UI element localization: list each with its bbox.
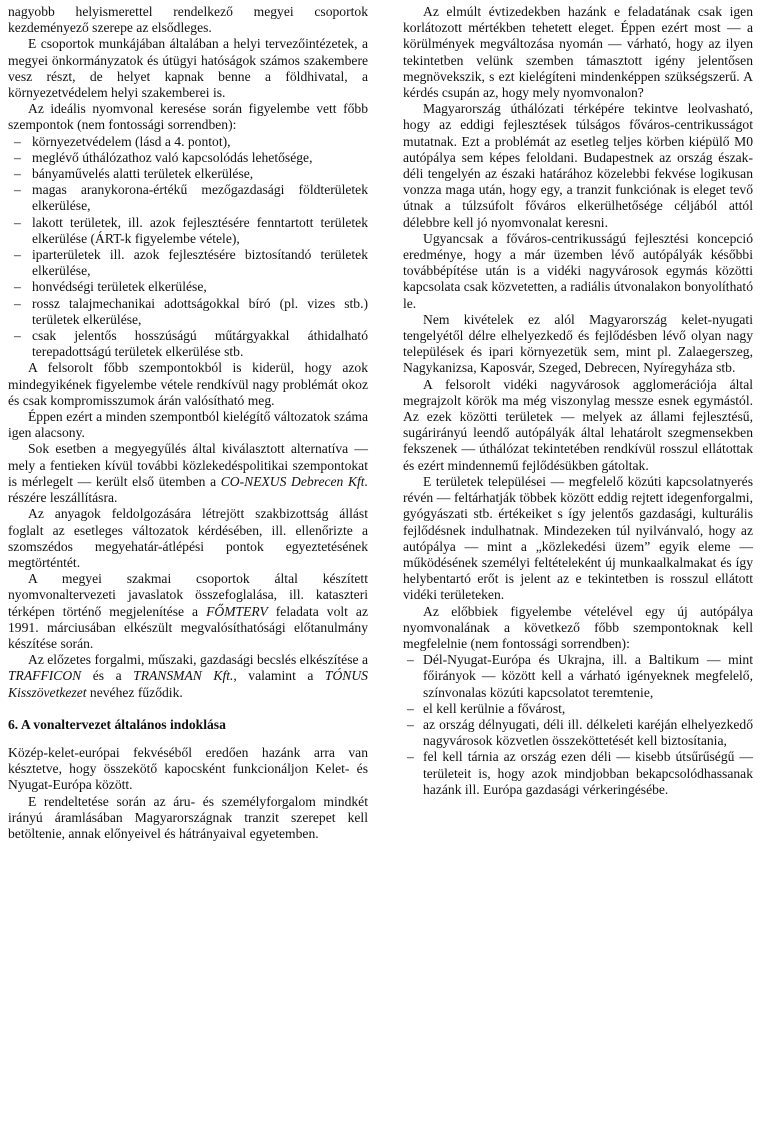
- list-item: – meglévő úthálózathoz való kapcsolódás lehetősége,: [8, 150, 368, 166]
- list-item: – rossz talajmechanikai adottságokkal bíró (pl. vizes stb.) területek elkerülése,: [8, 296, 368, 328]
- list-item: – az ország délnyugati, déli ill. délkeleti karéján elhelyezkedő nagyvárosok közvetlen összeköttetését kell biztosítania,: [403, 717, 753, 749]
- paragraph: [8, 652, 368, 701]
- paragraph: A felsorolt főbb szempontokból is kiderül, hogy azok mindegyikének figyelembe vétele rendkívül nagy problémát okoz és csak kompromisszumok árán valósítható meg.: [8, 360, 368, 408]
- paragraph: Az előbbiek figyelembe vételével egy új autópálya nyomvonalának a következő főbb szempontoknak kell megfelelnie (nem fontossági sorrendben):: [403, 603, 753, 651]
- paragraph: [8, 441, 368, 506]
- list-item: – lakott területek, ill. azok fejlesztésére fenntartott területek elkerülése (ÁRT-k figyelembe vétele),: [8, 215, 368, 247]
- text-run: részére leszállításra.: [8, 490, 118, 506]
- text-run: Az előzetes forgalmi, műszaki, gazdasági becslés elkészítése a: [28, 652, 368, 668]
- list-item: – el kell kerülnie a fővárost,: [403, 701, 753, 717]
- text-run: A megyei szakmai csoportok által készített nyomvonaltervezeti javaslatok összefoglalása, ill. kataszteri térképen történő megjelenítése a: [8, 571, 368, 619]
- paragraph: Az ideális nyomvonal keresése során figyelembe vett főbb szempontok (nem fontossági sorrendben):: [8, 101, 368, 133]
- right-column: [403, 4, 753, 798]
- company-name: TÓNUS Kisszövetkezet: [8, 668, 368, 700]
- section-heading: 6. A vonaltervezet általános indoklása: [8, 716, 226, 732]
- list-item: – magas aranykorona-értékű mezőgazdasági földterületek elkerülése,: [8, 182, 368, 214]
- paragraph: E területek települései — megfelelő közúti kapcsolatnyerés révén — feltárhatják többek között eddig rejtett idegenforgalmi, gyógyászati stb. értékeiket s így jelentős gazdasági, kulturális fejlődésnek indulhatnak. Mindezeken túl nyilvánvaló, hogy az autópálya — mint a „közlekedési üzem” egyik eleme — működésének személyi feltételeként új munkaalkalmakat és így helybentartó erőt is jelent az e tekintetben is rosszul ellátott vidéki területeken.: [403, 473, 753, 603]
- paragraph: [8, 571, 368, 652]
- left-column: [8, 4, 368, 842]
- text-run: nevéhez fűződik.: [86, 684, 183, 700]
- list-item: – iparterületek ill. azok fejlesztésére biztosítandó területek elkerülése,: [8, 247, 368, 279]
- company-name: TRAFFICON: [8, 668, 82, 684]
- text-run: feladata volt az 1991. márciusában elkészült megvalósíthatósági előtanulmány készítése során.: [8, 603, 369, 651]
- paragraph: E rendeltetése során az áru- és személyforgalom mindkét irányú áramlásában Magyarországnak tranzit szerepet kell betöltenie, annak előnyeivel és hátrányaival egyetemben.: [8, 793, 368, 841]
- paragraph: Éppen ezért a minden szempontból kielégítő változatok száma igen alacsony.: [8, 409, 368, 441]
- list-item: – bányaművelés alatti területek elkerülése,: [8, 166, 368, 182]
- paragraph: nagyobb helyismerettel rendelkező megyei csoportok kezdeményező szerepe az elsődleges.: [8, 4, 368, 36]
- company-name: FŐMTERV: [206, 603, 268, 619]
- paragraph: Ugyancsak a főváros-centrikusságú fejlesztési koncepció eredménye, hogy a már üzemben lévő autópályák későbbi továbbépítése után is a vidéki nagyvárosok egymás közötti kapcsolata csak közvetetten, a radiális útvonalakon bonyolítható le.: [403, 230, 753, 311]
- text-run: , valamint a: [233, 668, 325, 684]
- list-item: – fel kell tárnia az ország ezen déli — kisebb útsűrűségű — területeit is, hogy azok mindjobban bekapcsolódhassanak hazánk ill. Európa gazdasági vérkeringésébe.: [403, 749, 753, 798]
- paragraph: E csoportok munkájában általában a helyi tervezőintézetek, a megyei önkormányzatok és útügyi hatóságok számos szakembere vesz részt, de helyet kapnak benne a földhivatal, a környezetvédelem helyi szakemberei is.: [8, 36, 368, 101]
- list-item: – csak jelentős hosszúságú műtárgyakkal áthidalható terepadottságú területek elkerülése stb.: [8, 328, 368, 360]
- paragraph: Az elmúlt évtizedekben hazánk e feladatának csak igen korlátozott mértékben tehetett eleget. Éppen ezért most — a körülmények megváltozása nyomán — várható, hogy az ilyen tekintetben velünk szemben támasztott igény jelentősen megnövekszik, s ezt kielégíteni mindenképpen szükségszerű. A kérdés csupán az, hogy mely nyomvonalon?: [403, 4, 753, 101]
- company-name: TRANSMAN Kft.: [133, 668, 234, 684]
- paragraph: A felsorolt vidéki nagyvárosok agglomerációja által megrajzolt körök ma még viszonylag messze esnek egymástól. Az ezek közötti területek — melyek az állami fejlesztésű, sugárirányú leendő autópályák által lehatárolt szegmensekben fekszenek — úthálózat tekintetében rendkívül rosszul ellátottak és ezért mindennemű fejlődésükben gátoltak.: [403, 376, 753, 473]
- list-item: – honvédségi területek elkerülése,: [8, 279, 368, 295]
- company-name: CO-NEXUS Debrecen Kft.: [220, 473, 368, 489]
- list-item: – Dél-Nyugat-Európa és Ukrajna, ill. a Baltikum — mint főirányok — között kell a várható igényeknek megfelelő, színvonalas közúti kapcsolatot teremtenie,: [403, 652, 753, 701]
- paragraph: Magyarország úthálózati térképére tekintve leolvasható, hogy az eddigi fejlesztések túlságos főváros-centrikusságot mutatnak. Ezt a problémát az esetleg teljes körben kiépülő M0 autópálya sem képes feloldani. Budapestnek az ország észak-déli tengelyén az északi határához közelebbi fekvése logikusan vonzza maga után, hogy egy, a tranzit funkciónak is eleget tevő útnak a túlzsúfolt főváros elkerülhetősége céljából attól délebbre kell jó nyomvonalat keresni.: [403, 101, 753, 230]
- list-item: – környezetvédelem (lásd a 4. pontot),: [8, 134, 368, 150]
- text-run: és a: [81, 668, 134, 684]
- text-run: Sok esetben a megyegyűlés által kiválasztott alternatíva — mely a fentieken kívül további közlekedéspolitikai szempontokat is mérlegelt — került első ütemben a: [8, 441, 368, 489]
- paragraph: Közép-kelet-európai fekvéséből eredően hazánk arra van késztetve, hogy összekötő kapocsként funkcionáljon Kelet- és Nyugat-Európa között.: [8, 744, 368, 793]
- criteria-list: [8, 134, 368, 361]
- paragraph: Az anyagok feldolgozására létrejött szakbizottság állást foglalt az esetleges változatok kérdésében, ill. ellenőrizte a szomszédos megyehatár-átlépési pontok egyeztetésének megtörténtét.: [8, 506, 368, 570]
- requirements-list: [403, 652, 753, 798]
- paragraph: Nem kivételek ez alól Magyarország kelet-nyugati tengelyétől délre elhelyezkedő és fejlődésben lévő olyan nagy települések és ipari környezetük sem, mint pl. Zalaegerszeg, Nagykanizsa, Kaposvár, Szeged, Debrecen, Nyíregyháza stb.: [403, 311, 753, 376]
